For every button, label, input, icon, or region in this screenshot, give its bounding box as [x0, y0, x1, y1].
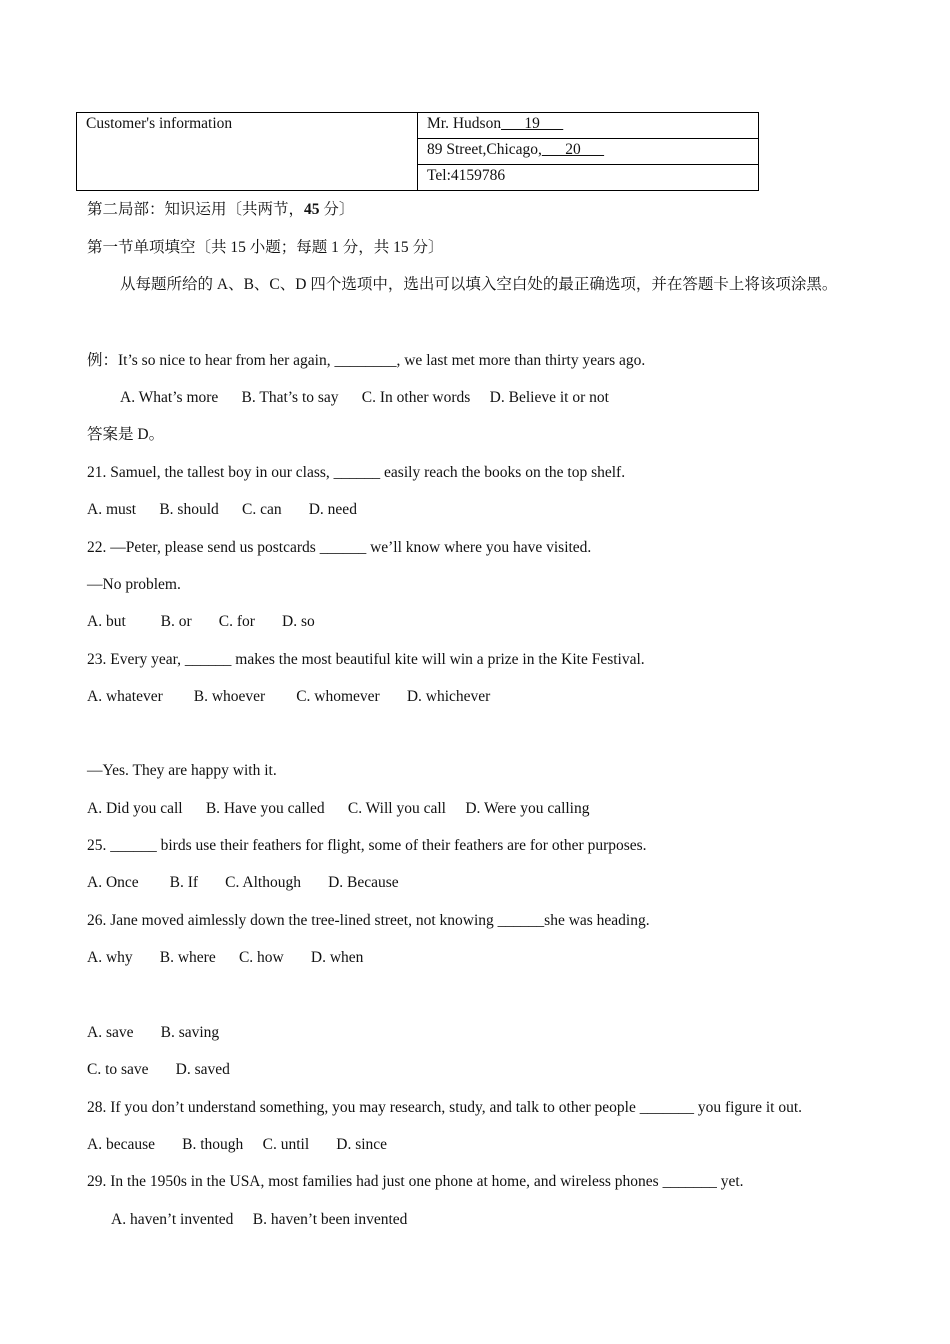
question-22-options: A. but B. or C. for D. so — [87, 613, 315, 630]
question-21-options: A. must B. should C. can D. need — [87, 501, 357, 518]
blank-19: ___19___ — [501, 115, 564, 132]
table-address-cell — [418, 139, 759, 165]
question-23-stem: 23. Every year, ______ makes the most beautiful kite will win a prize in the Kite Festival. — [87, 651, 645, 668]
question-26-options: A. why B. where C. how D. when — [87, 949, 364, 966]
blank-20: ___20___ — [541, 141, 604, 158]
example-question: 例：It’s so nice to hear from her again, ________, we last met more than thirty years ago. — [87, 352, 646, 369]
question-25-options: A. Once B. If C. Although D. Because — [87, 874, 399, 891]
question-23-options: A. whatever B. whoever C. whomever D. whichever — [87, 688, 491, 705]
customer-info-table — [76, 112, 759, 191]
question-24-reply: —Yes. They are happy with it. — [87, 762, 277, 779]
instruction-text: 从每题所给的 A、B、C、D 四个选项中，选出可以填入空白处的最正确选项，并在答题卡上将该项涂黑。 — [120, 276, 838, 293]
question-26-stem: 26. Jane moved aimlessly down the tree-lined street, not knowing ______she was heading. — [87, 912, 650, 929]
question-27-options-b: C. to save D. saved — [87, 1061, 230, 1078]
customer-address: 89 Street,Chicago, — [427, 141, 542, 158]
table-tel-cell — [418, 165, 759, 191]
customer-name: Mr. Hudson — [427, 115, 502, 132]
question-29-options: A. haven’t invented B. haven’t been invented — [111, 1211, 408, 1228]
table-label-cell — [77, 113, 418, 191]
table-name-cell — [418, 113, 759, 139]
part-heading: 第二局部：知识运用〔共两节，45 分〕 — [87, 201, 355, 218]
question-24-options: A. Did you call B. Have you called C. Will you call D. Were you calling — [87, 800, 590, 817]
question-29-stem: 29. In the 1950s in the USA, most families had just one phone at home, and wireless phones _______ yet. — [87, 1173, 744, 1190]
section-heading: 第一节单项填空〔共 15 小题；每题 1 分，共 15 分〕 — [87, 239, 444, 256]
question-21-stem: 21. Samuel, the tallest boy in our class, ______ easily reach the books on the top shelf. — [87, 464, 626, 481]
question-28-stem: 28. If you don’t understand something, you may research, study, and talk to other people _______ you figure it out. — [87, 1099, 803, 1116]
question-27-options-a: A. save B. saving — [87, 1024, 220, 1041]
table-label: Customer's information — [86, 115, 233, 132]
customer-tel: Tel:4159786 — [427, 167, 506, 184]
example-answer: 答案是 D。 — [87, 426, 165, 443]
example-options: A. What’s more B. That’s to say C. In other words D. Believe it or not — [120, 389, 609, 406]
question-22-reply: —No problem. — [87, 576, 181, 593]
instruction-paragraph — [87, 266, 877, 303]
question-22-stem: 22. —Peter, please send us postcards ______ we’ll know where you have visited. — [87, 539, 592, 556]
question-25-stem: 25. ______ birds use their feathers for flight, some of their feathers are for other purposes. — [87, 837, 647, 854]
question-28-options: A. because B. though C. until D. since — [87, 1136, 388, 1153]
